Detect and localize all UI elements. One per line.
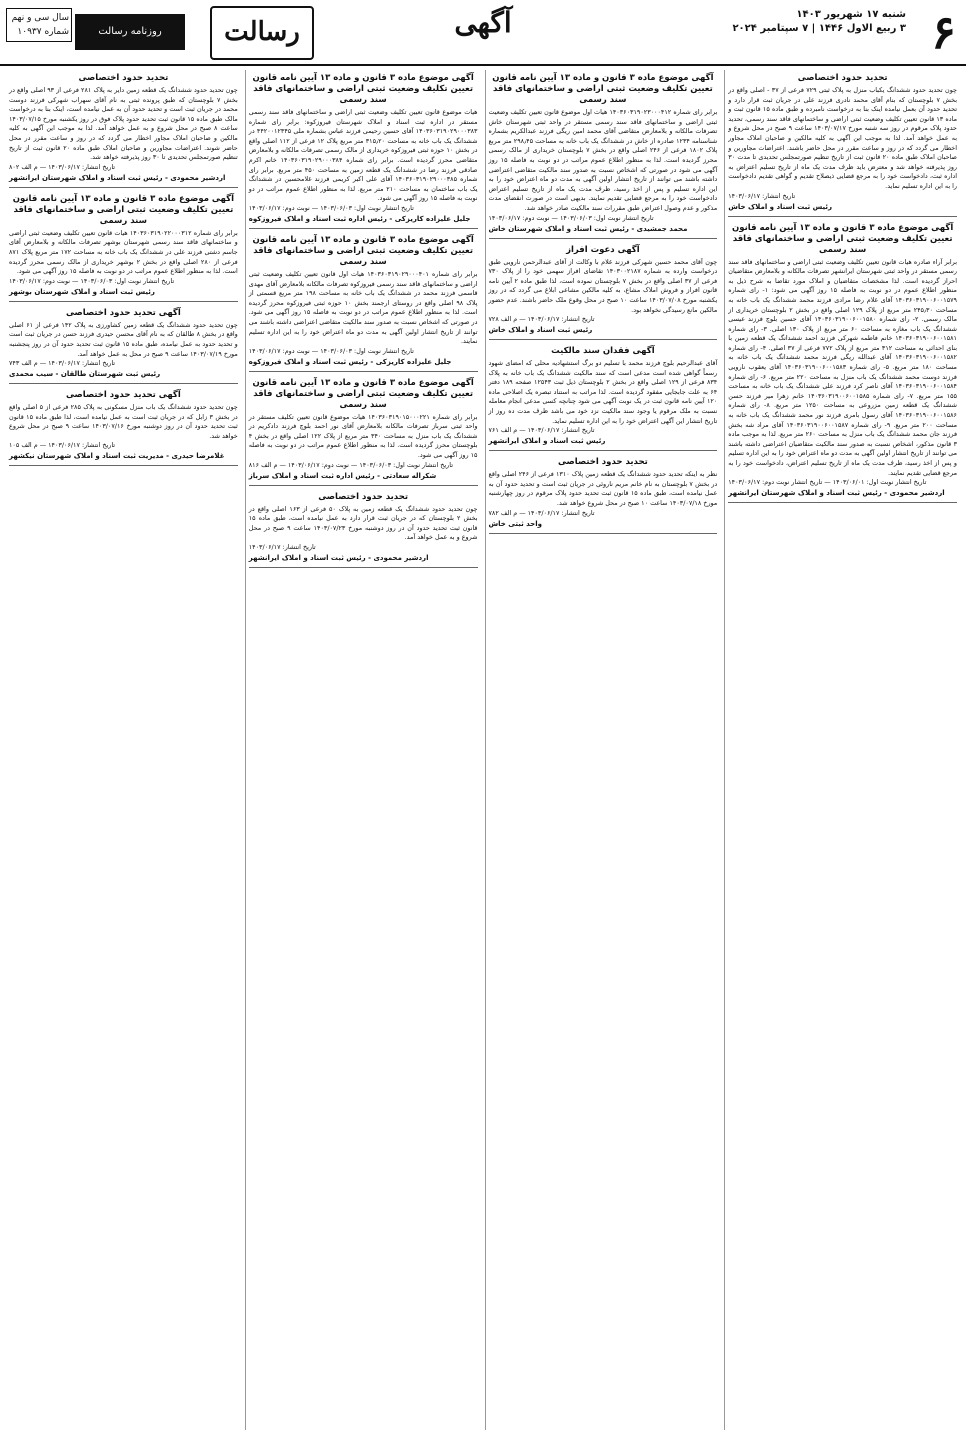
ad-block: [249, 232, 478, 372]
ad-title: آگهی موضوع ماده ۳ قانون و ماده ۱۳ آیین نامه قانون تعیین تکلیف وضعیت ثبتی اراضی و ساختمانهای فاقد سند رسمی: [252, 234, 474, 267]
ad-body: برابر رای شماره ۱۴۰۳۶۰۳۱۹۰۲۳۰۰۰۴۱۲ هیات اول موضوع قانون تعیین تکلیف وضعیت ثبتی اراضی و ساختمانهای فاقد سند رسمی مستقر در واحد ثبتی شهرستان خاش تصرفات مالکانه و بلامعارض متقاضی آقای محمد امین ریگی فرزند عبدالکریم بشماره شناسنامه ۱۲۳۴ صادره از خاش در ششدانگ یک باب خانه به مساحت ۲۹۸٫۴۵ متر مربع پلاک ۱۸۰۲ فرعی از ۲۴۶ اصلی واقع در بخش ۷ بلوچستان خریداری از مالک رسمی محرز گردیده است. لذا به منظور اطلاع عموم مراتب در دو نوبت به فاصله ۱۵ روز آگهی می شود در صورتی که اشخاص نسبت به صدور سند مالکیت متقاضی اعتراضی داشته باشند می توانند از تاریخ انتشار اولین آگهی به مدت دو ماه اعتراض خود را به این اداره تسلیم و پس از اخذ رسید، ظرف مدت یک ماه از تاریخ تسلیم اعتراض دادخواست خود را به مرجع قضایی تقدیم نمایند. بدیهی است در صورت انقضای مدت مذکور و عدم وصول اعتراض طبق مقررات سند مالکیت صادر خواهد شد.: [488, 108, 718, 212]
ad-body: چون تحدید حدود ششدانگ یک باب منزل مسکونی به پلاک ۲۸۵ فرعی از ۵ اصلی واقع در بخش ۳ زابل که در جریان ثبت است به عمل نیامده است، لذا طبق ماده ۱۵ قانون ثبت تحدید حدود آن در روز دوشنبه مورخ ۱۴۰۳/۰۷/۱۶ ساعت ۹ صبح در محل شروع خواهد شد.: [9, 403, 238, 440]
ad-title: تحدید حدود اختصاصی: [318, 491, 409, 502]
ad-date: تاریخ انتشار نوبت اول: ۱۴۰۳/۰۶/۰۳ — نوبت دوم: ۱۴۰۳/۰۶/۱۷: [248, 346, 414, 355]
ad-block: [489, 70, 718, 239]
ad-signature: رئیس ثبت اسناد و املاک شهرستان بوشهر: [9, 287, 155, 296]
ad-column: [485, 70, 721, 1430]
ad-signature: رئیس ثبت اسناد و املاک خاش: [488, 326, 593, 335]
ad-block: [728, 70, 957, 217]
ad-body: چون تحدید حدود ششدانگ یک قطعه زمین کشاورزی به پلاک ۱۴۲ فرعی از ۶۱ اصلی واقع در بخش ۸ طالقان که به نام آقای محسن حیدری فرزند حسن در جریان ثبت است و تحدید حدود به عمل نیامده، طبق ماده ۱۵ قانون ثبت تحدید حدود آن در روز پنجشنبه مورخ ۱۴۰۳/۰۷/۱۹ ساعت ۹ صبح در محل به عمل خواهد آمد.: [9, 320, 238, 358]
issue-number: شماره ۱۰۹۳۷: [17, 27, 69, 37]
ad-title: آگهی دعوت افراز: [566, 244, 640, 255]
ad-signature: رئیس ثبت اسناد و املاک خاش: [728, 202, 833, 211]
ad-body: چون آقای محمد حسین شهرکی فرزند غلام با وکالت از آقای عبدالرحمن نارویی طبق درخواست وارده به شماره ۱۴۰۳۰۰۲۱۸۷ تقاضای افراز سهمی خود را از پلاک ۷۳۰ فرعی از ۳۷ اصلی واقع در بخش ۷ بلوچستان نموده است، لذا طبق ماده ۲ آیین نامه قانون افراز و فروش املاک مشاع، به کلیه مالکین مشاعی ابلاغ می گردد که در روز یکشنبه مورخ ۱۴۰۳/۰۷/۰۸ ساعت ۱۰ صبح در محل وقوع ملک حاضر باشند. عدم حضور مالکین مانع رسیدگی نخواهد بود.: [488, 257, 718, 314]
ad-date: تاریخ انتشار نوبت اول: ۱۴۰۳/۰۶/۰۳ — نوبت دوم: ۱۴۰۳/۰۶/۱۷ — م الف ۸۱۶: [248, 460, 453, 469]
ad-signature: رئیس ثبت اسناد و املاک ایرانشهر: [488, 437, 606, 446]
ad-title: تحدید حدود اختصاصی: [557, 457, 648, 468]
ad-signature: محمد جمشیدی - رئیس ثبت اسناد و املاک شهرستان خاش: [488, 224, 688, 233]
ad-date: تاریخ انتشار: ۱۴۰۳/۰۶/۱۷ — م الف ۷۶۱: [488, 426, 595, 435]
ad-signature: رئیس ثبت شهرستان طالقان - سیب محمدی: [9, 370, 161, 379]
ad-title: تحدید حدود اختصاصی: [797, 73, 888, 83]
ad-signature: غلامرضا حیدری - مدیریت ثبت اسناد و املاک شهرستان نیکشهر: [9, 452, 225, 461]
ad-date: تاریخ انتشار: ۱۴۰۳/۰۶/۱۷ — م الف ۷۴۳: [9, 359, 116, 368]
ad-title: آگهی فقدان سند مالکیت: [551, 346, 655, 357]
ad-block: [728, 220, 957, 504]
date-line-1: شنبه ۱۷ شهریور ۱۴۰۳: [796, 9, 906, 20]
ad-date: تاریخ انتشار نوبت اول: ۱۴۰۳/۰۶/۰۳ — نوبت دوم: ۱۴۰۳/۰۶/۱۷: [488, 213, 654, 222]
ad-signature: اردشیر محمودی - رئیس ثبت اسناد و املاک شهرستان ایرانشهر: [728, 489, 945, 498]
ad-title: آگهی موضوع ماده ۳ قانون و ماده ۱۳ آیین نامه قانون تعیین تکلیف وضعیت ثبتی اراضی و ساختمانهای فاقد سند رسمی: [252, 377, 474, 410]
ad-title: آگهی موضوع ماده ۳ قانون و ماده ۱۳ آیین نامه قانون تعیین تکلیف وضعیت ثبتی اراضی و ساختمانهای فاقد سند رسمی: [731, 222, 954, 255]
ad-column: [6, 70, 241, 1430]
ad-date: تاریخ انتشار: ۱۴۰۳/۰۶/۱۷ — م الف ۸۰۲: [9, 162, 116, 171]
newspaper-logo: رسالت: [210, 6, 314, 60]
section-title: آگهی: [454, 6, 512, 39]
ad-body: چون تحدید حدود ششدانگ یک قطعه زمین دایر به پلاک ۲۸۱ فرعی از ۹۳ اصلی واقع در بخش ۷ بلوچستان که طبق پرونده ثبتی به نام آقای سهراب شهرکی فرزند دوست محمد در جریان ثبت است و تحدید حدود آن به عمل نیامده است، اینک بنا به درخواست مالک طبق ماده ۱۵ قانون ثبت تحدید حدود پلاک فوق در روز یکشنبه مورخ ۱۴۰۳/۰۷/۱۵ ساعت ۸ صبح در محل شروع و به عمل خواهد آمد. لذا به موجب این آگهی به کلیه مالکین و صاحبان املاک مجاور اخطار می گردد که در روز و ساعت مقرر در محل حاضر شوند. اعتراضات مجاورین و صاحبان املاک طبق ماده ۲۰ قانون ثبت از تاریخ تنظیم صورتمجلس تحدیدی تا ۳۰ روز پذیرفته خواهد شد.: [9, 86, 238, 162]
ad-column: [245, 70, 481, 1430]
ad-date: تاریخ انتشار: ۱۴۰۳/۰۶/۱۷: [248, 543, 316, 552]
ad-date: تاریخ انتشار نوبت اول: ۱۴۰۳/۰۶/۰۳ — نوبت دوم: ۱۴۰۳/۰۶/۱۷: [248, 203, 414, 212]
ad-block: [249, 70, 478, 229]
ad-date: تاریخ انتشار نوبت اول: ۱۴۰۳/۰۶/۰۱ — تاریخ انتشار نوبت دوم: ۱۴۰۳/۰۶/۱۷: [728, 478, 927, 487]
ad-date: تاریخ انتشار: ۱۴۰۳/۰۶/۱۷ — م الف ۷۲۸: [488, 315, 595, 324]
date-line-2: ۳ ربیع الاول ۱۴۴۶ | ۷ سپتامبر ۲۰۲۴: [732, 23, 906, 34]
ad-body: برابر رای شماره ۱۴۰۳۶۰۳۱۹۰۱۵۰۰۰۲۲۱ هیات موضوع قانون تعیین تکلیف مستقر در واحد ثبتی سرباز تصرفات مالکانه بلامعارض آقای نور احمد بلوچ فرزند دادکریم در ششدانگ یک باب منزل به مساحت ۳۴۰ متر مربع از پلاک ۱۲۲ اصلی واقع در بخش ۴ بلوچستان محرز گردیده است. لذا به منظور اطلاع عموم مراتب در دو نوبت به فاصله ۱۵ روز آگهی می شود.: [248, 412, 478, 460]
ad-body: برابر رای شماره ۱۴۰۳۶۰۳۱۹۰۲۹۰۰۰۴۰۱ هیات اول قانون تعیین تکلیف وضعیت ثبتی اراضی و ساختمانهای فاقد سند رسمی فیروزکوه تصرفات مالکانه بلامعارض آقای مهدی قاسمی فرزند محمد در ششدانگ یک باب خانه به مساحت ۱۹۸ متر مربع قسمتی از پلاک ۹۸ اصلی واقع در روستای ارجمند بخش ۱۰ حوزه ثبتی فیروزکوه محرز گردیده است. لذا به منظور اطلاع عموم مراتب در دو نوبت به فاصله ۱۵ روز آگهی می شود. در صورتی که اشخاص نسبت به صدور سند مالکیت متقاضی اعتراضی داشته باشند می توانند از تاریخ انتشار اولین آگهی به مدت دو ماه اعتراض خود را به این اداره تسلیم نمایند.: [248, 269, 478, 346]
ad-body: چون تحدید حدود ششدانگ یکباب منزل به پلاک ثبتی ۷۲۹ فرعی از ۳۷ - اصلی واقع در بخش ۷ بلوچستان که بنام آقای محمد نادری فرزند علی در جریان ثبت قرار دارد و تحدید حدود آن بعمل نیامده اینک بنا به درخواست نامبرده و طبق ماده ۱۵ قانون ثبت و ماده ۱۳ قانون تعیین تکلیف وضعیت ثبتی اراضی و ساختمانهای فاقد سند رسمی، تحدید حدود پلاک مرقوم در روز سه شنبه مورخ ۱۴۰۳/۰۷/۱۷ ساعت ۹ صبح در محل شروع و به عمل خواهد آمد. لذا به موجب این آگهی به کلیه مالکین و صاحبان املاک مجاور اخطار می گردد که در روز و ساعت مقرر در محل حاضر باشند. اعتراضات مجاورین و صاحبان املاک طبق ماده ۲۰ قانون ثبت از تاریخ تنظیم صورتمجلس تحدیدی تا مدت ۳۰ روز پذیرفته خواهد شد و معترض باید ظرف مدت یک ماه از تاریخ تسلیم اعتراض به اداره ثبت، دادخواست خود را به مرجع قضایی ذیصلاح تقدیم و گواهی تقدیم دادخواست را به این اداره تسلیم نماید.: [728, 86, 958, 190]
ad-title: تحدید حدود اختصاصی: [78, 73, 169, 83]
ad-signature: جلیل علیزاده کاریزکی - رئیس اداره ثبت اسناد و املاک فیروزکوه: [248, 214, 471, 223]
ad-block: [489, 343, 718, 451]
ad-block: [9, 305, 238, 384]
ad-date: تاریخ انتشار نوبت اول: ۱۴۰۳/۰۶/۰۳ — نوبت دوم: ۱۴۰۳/۰۶/۱۷: [9, 276, 175, 285]
ad-title: آگهی موضوع ماده ۳ قانون و ماده ۱۳ آیین نامه قانون تعیین تکلیف وضعیت ثبتی اراضی و ساختمانهای فاقد سند رسمی: [12, 193, 234, 226]
masthead-banner: روزنامه رسالت: [75, 14, 185, 50]
ad-body: برابر آراء صادره هیات قانون تعیین تکلیف وضعیت ثبتی اراضی و ساختمانهای فاقد سند رسمی مستقر در واحد ثبتی شهرستان ایرانشهر تصرفات مالکانه و بلامعارض متقاضیان احراز گردیده است. لذا مشخصات متقاضیان و املاک مورد تقاضا به شرح ذیل به منظور اطلاع عموم در دو نوبت به فاصله ۱۵ روز آگهی می شود: ۱- رای شماره ۱۴۰۳۶۰۳۱۹۰۰۶۰۰۱۵۷۹ آقای غلام رضا مرادی فرزند محمد ششدانگ یک باب خانه به مساحت ۲۴۵٫۳۰ متر مربع از پلاک ۱۲۹ اصلی واقع در بخش ۲ بلوچستان خریداری از مالک رسمی. ۲- رای شماره ۱۴۰۳۶۰۳۱۹۰۰۶۰۰۱۵۸۰ آقای حسین بلوچ فرزند عیسی ششدانگ یک باب مغازه به مساحت ۶۰ متر مربع از پلاک ۱۳۰ اصلی. ۳- رای شماره ۱۴۰۳۶۰۳۱۹۰۰۶۰۰۱۵۸۱ خانم فاطمه شهرکی فرزند احمد ششدانگ یک قطعه زمین با بنای احداثی به مساحت ۳۱۲ متر مربع از پلاک ۷۷۲ فرعی از ۳۷ اصلی. ۴- رای شماره ۱۴۰۳۶۰۳۱۹۰۰۶۰۰۱۵۸۲ آقای عبدالله ریگی فرزند محمد ششدانگ یک باب خانه به مساحت ۱۸۰ متر مربع. ۵- رای شماره ۱۴۰۳۶۰۳۱۹۰۰۶۰۰۱۵۸۳ آقای یعقوب نارویی فرزند دوست محمد ششدانگ یک باب منزل به مساحت ۲۲۰ متر مربع. ۶- رای شماره ۱۴۰۳۶۰۳۱۹۰۰۶۰۰۱۵۸۴ آقای ناصر کرد فرزند علی ششدانگ یک باب خانه به مساحت ۱۵۵ متر مربع. ۷- رای شماره ۱۴۰۳۶۰۳۱۹۰۰۶۰۰۱۵۸۵ خانم زهرا میر فرزند حسن ششدانگ یک قطعه زمین مزروعی به مساحت ۱۲۵۰ متر مربع. ۸- رای شماره ۱۴۰۳۶۰۳۱۹۰۰۶۰۰۱۵۸۶ آقای رسول بامری فرزند نور محمد ششدانگ یک باب خانه به مساحت ۲۰۰ متر مربع. ۹- رای شماره ۱۴۰۳۶۰۳۱۹۰۰۶۰۰۱۵۸۷ آقای مراد شه بخش فرزند جان محمد ششدانگ یک باب منزل به مساحت ۲۶۰ متر مربع. لذا به موجب ماده ۳ قانون مذکور، اشخاص نسبت به صدور سند مالکیت متقاضیان اعتراضی داشته باشند می توانند از تاریخ انتشار اولین آگهی به مدت دو ماه اعتراض خود را به این اداره تسلیم و پس از اخذ رسید، ظرف مدت یک ماه از تاریخ تسلیم اعتراض، دادخواست خود را به مرجع قضایی تقدیم نمایند.: [728, 257, 958, 477]
ad-title: آگهی تحدید حدود اختصاصی: [65, 307, 181, 318]
ad-title: آگهی موضوع ماده ۳ قانون و ماده ۱۳ آیین نامه قانون تعیین تکلیف وضعیت ثبتی اراضی و ساختمانهای فاقد سند رسمی: [492, 73, 714, 105]
ad-block: [9, 70, 238, 188]
ad-block: [489, 454, 718, 533]
page-number: ۶: [931, 5, 956, 59]
ad-signature: اردشیر محمودی - رئیس ثبت اسناد و املاک شهرستان ایرانشهر: [9, 173, 226, 182]
ad-title: آگهی موضوع ماده ۳ قانون و ماده ۱۳ آیین نامه قانون تعیین تکلیف وضعیت ثبتی اراضی و ساختمانهای فاقد سند رسمی: [252, 73, 474, 105]
ad-body: نظر به اینکه تحدید حدود ششدانگ یک قطعه زمین پلاک ۱۳۱۰ فرعی از ۲۴۶ اصلی واقع در بخش ۷ بلوچستان به نام خانم مریم ناروئی در جریان ثبت است و تحدید حدود آن به عمل نیامده است، طبق ماده ۱۵ قانون ثبت تحدید حدود پلاک مرقوم در روز چهارشنبه مورخ ۱۴۰۳/۰۷/۱۸ ساعت ۱۰ صبح در محل شروع خواهد شد.: [488, 470, 718, 508]
ad-block: [9, 191, 238, 302]
ad-block: [249, 375, 478, 486]
ad-date: تاریخ انتشار: ۱۴۰۳/۰۶/۱۷ — م الف ۱۰۵: [9, 441, 116, 450]
ad-signature: جلیل علیزاده کاریزکی - رئیس ثبت اسناد و املاک فیروزکوه: [248, 357, 452, 366]
ad-block: [489, 242, 718, 341]
ad-block: [249, 489, 478, 568]
ad-column: [724, 70, 960, 1430]
ad-date: تاریخ انتشار: ۱۴۰۳/۰۶/۱۷: [728, 191, 796, 200]
ad-block: [9, 387, 238, 466]
issue-info: [6, 8, 72, 42]
ad-body: چون تحدید حدود ششدانگ یک قطعه زمین به پلاک ۵۰ فرعی از ۱۶۳ اصلی واقع در بخش ۲ بلوچستان که در جریان ثبت قرار دارد به عمل نیامده است، طبق ماده ۱۵ قانون ثبت تحدید حدود آن در روز دوشنبه مورخ ۱۴۰۳/۰۷/۲۳ ساعت ۹ صبح در محل شروع و به عمل خواهد آمد.: [248, 504, 478, 542]
ad-body: برابر رای شماره ۱۴۰۳۶۰۳۱۹۰۲۲۰۰۰۳۱۲ هیات قانون تعیین تکلیف وضعیت ثبتی اراضی و ساختمانهای فاقد سند رسمی شهرستان بوشهر تصرفات مالکانه و بلامعارض آقای جاسم دشتی فرزند علی در ششدانگ یک باب خانه به مساحت ۱۷۲ متر مربع پلاک ۸۷۱ فرعی از ۲۸۰ اصلی واقع در بخش ۲ بوشهر خریداری از مالک رسمی محرز گردیده است. لذا به منظور اطلاع عموم مراتب در دو نوبت به فاصله ۱۵ روز آگهی می شود.: [9, 228, 238, 276]
ad-signature: شکراله سعادتی - رئیس اداره ثبت اسناد و املاک سرباز: [248, 471, 437, 480]
ad-date: تاریخ انتشار: ۱۴۰۳/۰۶/۱۷ — م الف ۷۸۲: [488, 508, 595, 517]
ad-body: آقای عبدالرحیم بلوچ فرزند محمد با تسلیم دو برگ استشهادیه محلی که امضای شهود رسماً گواهی شده است مدعی است که سند مالکیت ششدانگ یک باب خانه به پلاک ۸۳۴ فرعی از ۱۲۹ اصلی واقع در بخش ۲ بلوچستان ذیل ثبت ۱۲۵۴۳ صفحه ۱۸۹ دفتر ۶۴ به علت جابجایی مفقود گردیده است. لذا مراتب به استناد تبصره یک اصلاحی ماده ۱۲۰ آیین نامه قانون ثبت در یک نوبت آگهی می شود چنانچه کسی مدعی انجام معامله نسبت به ملک مرقوم یا وجود سند مالکیت نزد خود می باشد ظرف مدت ده روز از تاریخ انتشار این آگهی اعتراض خود را به این اداره تسلیم نماید.: [488, 359, 718, 425]
ad-columns: [6, 70, 960, 1430]
ad-title: آگهی تحدید حدود اختصاصی: [65, 390, 181, 401]
ad-signature: اردشیر محمودی - رئیس ثبت اسناد و املاک ایرانشهر: [248, 554, 429, 563]
ad-signature: واحد ثبتی خاش: [488, 519, 542, 528]
ad-body: هیات موضوع قانون تعیین تکلیف وضعیت ثبتی اراضی و ساختمانهای فاقد سند رسمی مستقر در اداره ثبت اسناد و املاک شهرستان فیروزکوه: برابر رای شماره ۱۴۰۳۶۰۳۱۹۰۲۹۰۰۰۳۸۳ آقای حسین رحیمی فرزند عباس بشماره ملی ۴۴۲۰۰۱۲۳۴۵ در ششدانگ یک باب خانه به مساحت ۳۱۵٫۲۰ متر مربع پلاک ۱۲ فرعی از ۱۱۲ اصلی واقع در بخش ۱۰ حوزه ثبتی فیروزکوه خریداری از مالک رسمی تصرفات مالکانه و بلامعارض متقاضی محرز گردیده است. برابر رای شماره ۱۴۰۳۶۰۳۱۹۰۲۹۰۰۰۳۸۴ خانم اکرم صادقی فرزند رضا در ششدانگ یک قطعه زمین به مساحت ۴۵۰ متر مربع. برابر رای شماره ۱۴۰۳۶۰۳۱۹۰۲۹۰۰۰۳۸۵ آقای علی اکبر کریمی فرزند غلامحسین در ششدانگ یک باب ساختمان به مساحت ۲۱۰ متر مربع. لذا به منظور اطلاع عموم مراتب در دو نوبت به فاصله ۱۵ روز آگهی می شود.: [248, 108, 478, 203]
issue-year: سال سی و نهم: [11, 13, 69, 23]
page-header: [0, 0, 966, 66]
